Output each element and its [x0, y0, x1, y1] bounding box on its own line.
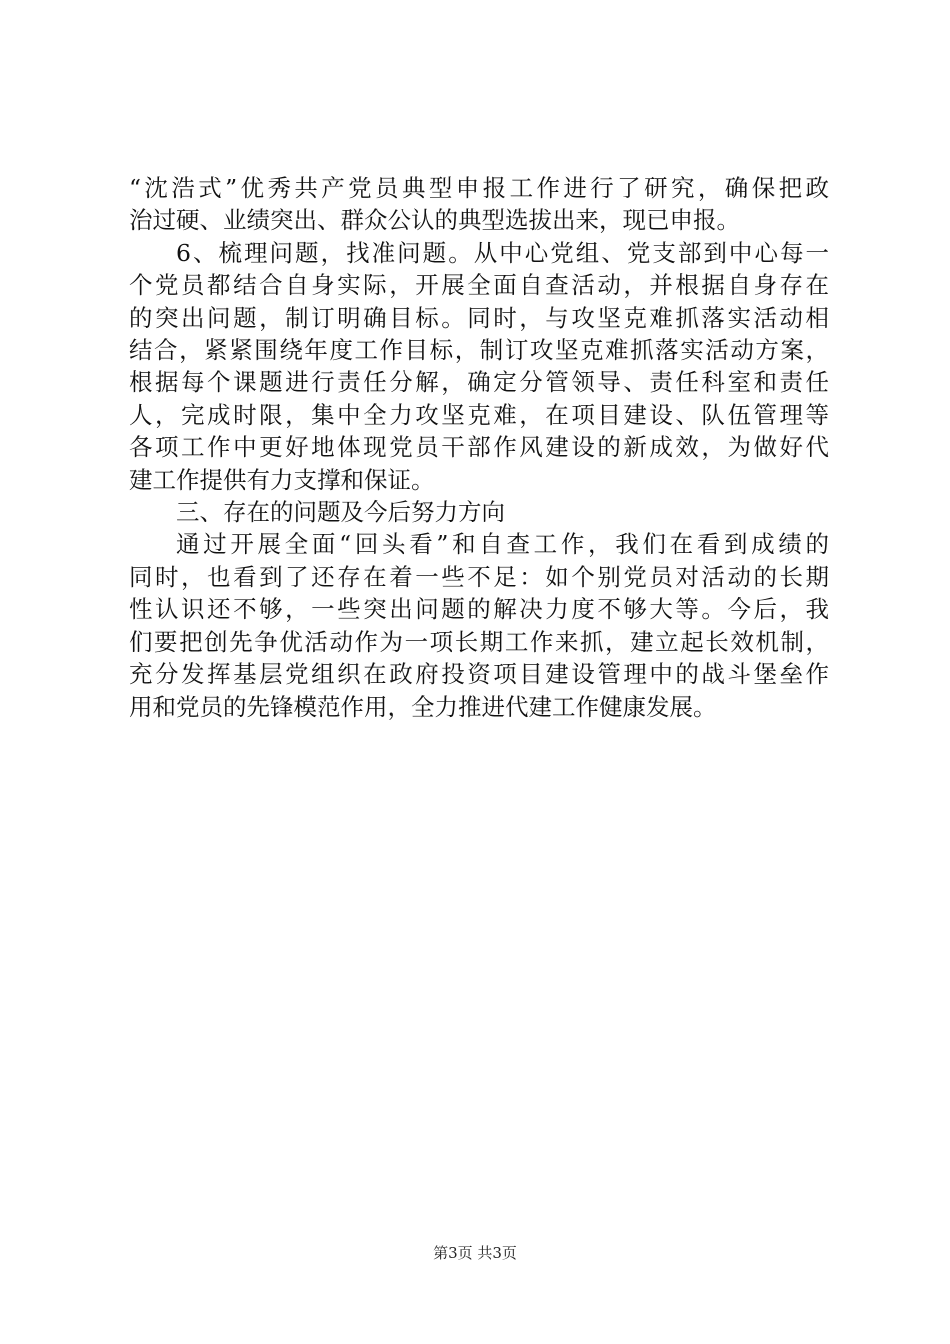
text-line: 性认识还不够，一些突出问题的解决力度不够大等。今后，我 [129, 595, 829, 624]
text-line: 建工作提供有力支撑和保证。 [129, 465, 435, 494]
text-line: 个党员都结合自身实际，开展全面自查活动，并根据自身存在 [129, 271, 829, 300]
text-line: 的突出问题，制订明确目标。同时，与攻坚克难抓落实活动相 [129, 303, 829, 332]
text-line: 根据每个课题进行责任分解，确定分管领导、责任科室和责任 [129, 368, 829, 397]
section-heading: 三、存在的问题及今后努力方向 [176, 498, 505, 527]
text-line: 充分发挥基层党组织在政府投资项目建设管理中的战斗堡垒作 [129, 660, 829, 689]
text-line: 同时，也看到了还存在着一些不足：如个别党员对活动的长期 [129, 562, 829, 591]
text-line: 治过硬、业绩突出、群众公认的典型选拔出来，现已申报。 [129, 206, 740, 235]
text-line: 6、梳理问题，找准问题。从中心党组、党支部到中心每一 [176, 238, 829, 267]
text-line: 人，完成时限，集中全力攻坚克难，在项目建设、队伍管理等 [129, 400, 829, 429]
text-line: 结合，紧紧围绕年度工作目标，制订攻坚克难抓落实活动方案， [129, 336, 829, 365]
text-line: 用和党员的先锋模范作用，全力推进代建工作健康发展。 [129, 692, 717, 721]
text-line: 各项工作中更好地体现党员干部作风建设的新成效，为做好代 [129, 433, 829, 462]
text-line: 通过开展全面“回头看”和自查工作，我们在看到成绩的 [176, 530, 829, 559]
body-text [129, 172, 829, 723]
text-line: 们要把创先争优活动作为一项长期工作来抓，建立起长效机制， [129, 627, 829, 656]
page-number-footer: 第3页 共3页 [433, 1244, 517, 1262]
text-line: “沈浩式”优秀共产党员典型申报工作进行了研究，确保把政 [129, 174, 829, 202]
